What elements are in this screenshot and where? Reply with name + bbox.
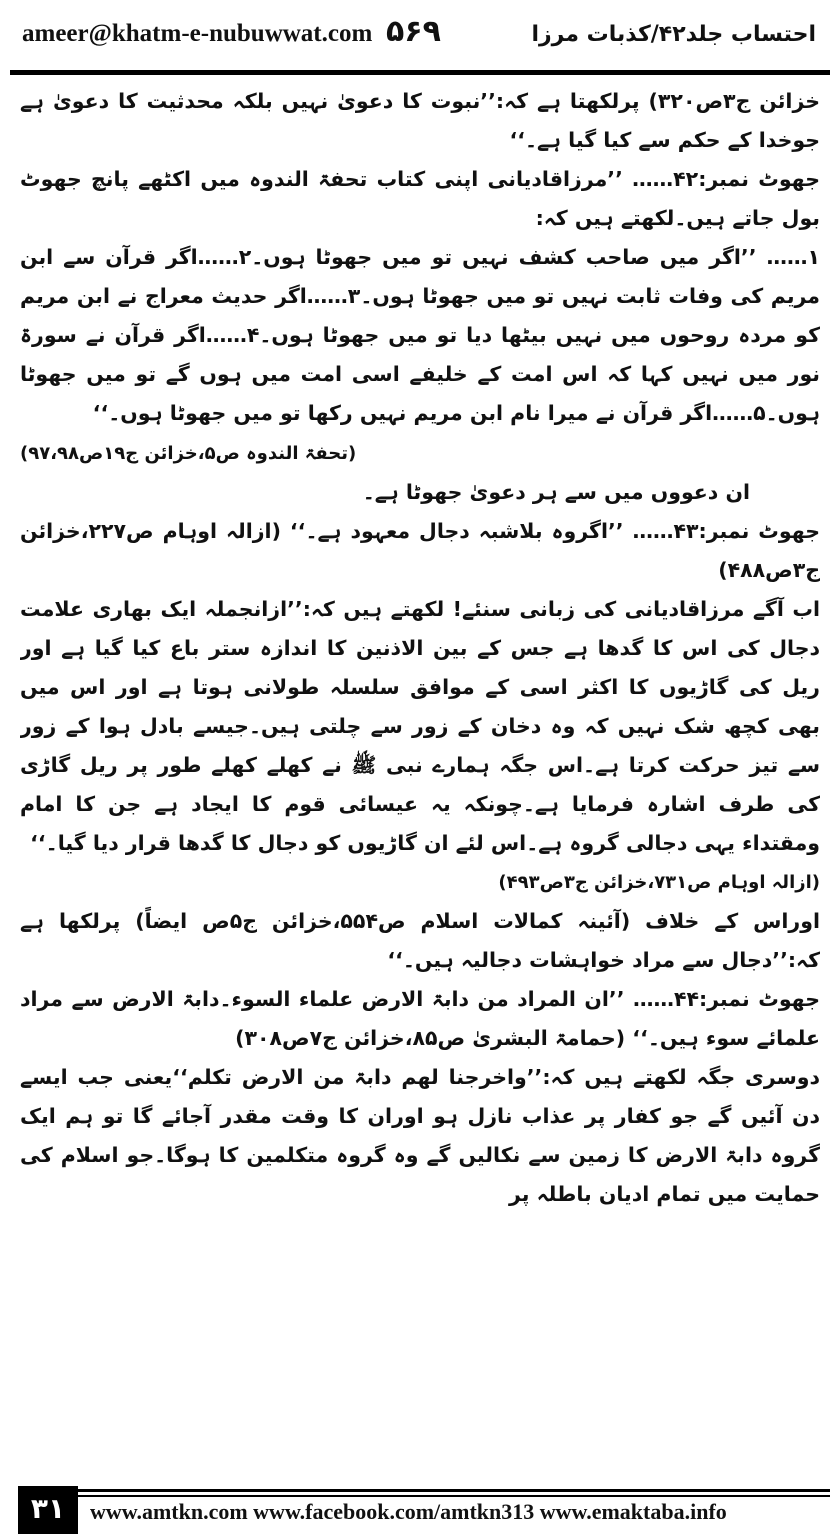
page-footer <box>0 1485 840 1540</box>
header-book-title: احتساب جلد۴۲/کذبات مرزا <box>531 22 816 47</box>
paragraph-lie-42: جھوٹ نمبر:۴۲…… ’’مرزاقادیانی اپنی کتاب تحفۃ الندوہ میں اکٹھے پانچ جھوٹ بول جاتے ہیں۔لکھتے ہیں کہ: <box>20 167 820 230</box>
paragraph-1: خزائن ج۳ص۳۲۰) پرلکھتا ہے کہ:’’نبوت کا دعویٰ نہیں بلکہ محدثیت کا دعویٰ ہے جوخدا کے حکم سے کیا گیا ہے۔‘‘ <box>20 89 820 152</box>
footer-rule-thin <box>78 1495 830 1497</box>
paragraph-five-claims: ۱…… ’’اگر میں صاحب کشف نہیں تو میں جھوٹا ہوں۔۲……اگر قرآن سے ابن مریم کی وفات ثابت نہیں تو میں جھوٹا ہوں۔۳……اگر حدیث معراج نے ابن مریم کو مردہ روحوں میں نہیں بیٹھا دیا تو میں جھوٹا ہوں۔۴……اگر قرآن نے سورۃ نور میں نہیں کہا کہ اس امت کے خلیفے اسی امت میں ہوں گے تو میں جھوٹا ہوں۔۵……اگر قرآن نے میرا نام ابن مریم نہیں رکھا تو میں جھوٹا ہوں۔‘‘ <box>20 245 820 425</box>
paragraph-lie-44: جھوٹ نمبر:۴۴…… ’’ان المراد من دابۃ الارض علماء السوء۔دابۃ الارض سے مراد علمائے سوء ہیں۔‘‘ (حمامۃ البشریٰ ص۸۵،خزائن ج۷ص۳۰۸) <box>20 987 820 1050</box>
header-page-number: ۵۶۹ <box>386 14 441 49</box>
paragraph-every-claim: ان دعووں میں سے ہر دعویٰ جھوٹا ہے۔ <box>362 480 750 504</box>
paragraph-contrary: اوراس کے خلاف (آئینہ کمالات اسلام ص۵۵۴،خزائن ج۵ص ایضاً) پرلکھا ہے کہ:’’دجال سے مراد خواہشات دجالیہ ہیں۔‘‘ <box>20 909 820 972</box>
footer-page-number: ۳۱ <box>18 1486 78 1534</box>
paragraph-dajjal-donkey: اب آگے مرزاقادیانی کی زبانی سنئے! لکھتے ہیں کہ:’’ازانجملہ ایک بھاری علامت دجال کی اس کا گدھا ہے جس کے بین الاذنین کا اندازہ ستر باع کیا گیا ہے اور ریل کی گاڑیوں کا اکثر اسی کے موافق سلسلہ طولانی ہوتا ہے اور اس میں بھی کچھ شک نہیں کہ وہ دخان کے زور سے چلتی ہیں۔جیسے بادل ہوا کے زور سے تیز حرکت کرتا ہے۔اس جگہ ہمارے نبی ﷺ نے کھلے کھلے طور پر ریل گاڑی کی طرف اشارہ فرمایا ہے۔چونکہ یہ عیسائی قوم کا ایجاد ہے جن کا امام ومقتداء یہی دجالی گروہ ہے۔اس لئے ان گاڑیوں کو دجال کا گدھا قرار دیا گیا۔‘‘ <box>20 597 820 855</box>
page-body <box>20 82 820 1467</box>
footer-rule-thick <box>78 1489 830 1492</box>
reference-tuhfa <box>20 433 820 473</box>
page-header <box>0 0 840 70</box>
reference-tuhfa-text: (تحفۃ الندوہ ص۵،خزائن ج۱۹ص۹۷،۹۸) <box>20 443 357 464</box>
header-email: ameer@khatm-e-nubuwwat.com <box>22 20 373 47</box>
footer-links: www.amtkn.com www.facebook.com/amtkn313 www.emaktaba.info <box>90 1499 727 1524</box>
header-rule <box>10 70 830 75</box>
paragraph-lie-43: جھوٹ نمبر:۴۳…… ’’اگروہ بلاشبہ دجال معہود ہے۔‘‘ (ازالہ اوہام ص۲۲۷،خزائن ج۳ص۴۸۸) <box>20 519 820 582</box>
reference-izala: (ازالہ اوہام ص۷۳۱،خزائن ج۳ص۴۹۳) <box>498 872 820 893</box>
paragraph-dabbat: دوسری جگہ لکھتے ہیں کہ:’’واخرجنا لھم دابۃ من الارض تکلم‘‘یعنی جب ایسے دن آئیں گے جو کفار پر عذاب نازل ہو اوران کا وقت مقدر آجائے گا تو ہم ایک گروہ دابۃ الارض کا زمین سے نکالیں گے وہ گروہ متکلمین کا ہوگا۔جو اسلام کی حمایت میں تمام ادیان باطلہ پر <box>20 1065 820 1206</box>
